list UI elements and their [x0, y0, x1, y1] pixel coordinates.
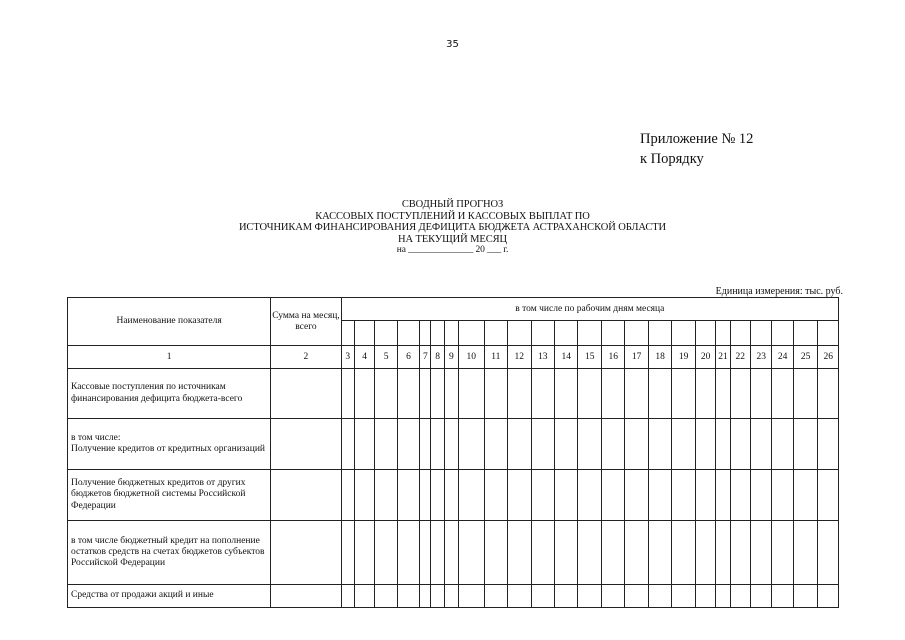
- column-number: 26: [818, 346, 839, 369]
- value-cell: [397, 369, 419, 419]
- page-number: 35: [446, 39, 459, 50]
- column-number: 1: [68, 346, 271, 369]
- value-cell: [772, 419, 793, 470]
- column-number: 24: [772, 346, 793, 369]
- unit-label: Единица измерения: тыс. руб.: [715, 286, 843, 297]
- value-cell: [375, 369, 397, 419]
- value-cell: [716, 585, 730, 608]
- value-cell: [459, 585, 485, 608]
- value-cell: [578, 369, 601, 419]
- column-number: 15: [578, 346, 601, 369]
- value-cell: [578, 470, 601, 521]
- day-subheader-cell: [772, 321, 793, 346]
- column-number: 7: [420, 346, 431, 369]
- value-cell: [459, 369, 485, 419]
- value-cell: [625, 585, 648, 608]
- header-monthly-total: Сумма на месяц, всего: [271, 298, 341, 346]
- value-cell: [420, 521, 431, 585]
- value-cell: [484, 585, 507, 608]
- value-cell: [793, 419, 818, 470]
- column-number: 9: [444, 346, 458, 369]
- value-cell: [730, 470, 750, 521]
- table-row: [68, 470, 839, 521]
- value-cell: [601, 470, 624, 521]
- value-cell: [672, 521, 695, 585]
- value-cell: [531, 419, 554, 470]
- value-cell: [484, 369, 507, 419]
- day-subheader-cell: [354, 321, 374, 346]
- value-cell: [772, 585, 793, 608]
- value-cell: [554, 369, 577, 419]
- value-cell: [601, 369, 624, 419]
- value-cell: [625, 521, 648, 585]
- value-cell: [751, 369, 772, 419]
- value-cell: [444, 369, 458, 419]
- day-subheader-cell: [793, 321, 818, 346]
- value-cell: [375, 470, 397, 521]
- value-cell: [818, 419, 839, 470]
- value-cell: [578, 521, 601, 585]
- value-cell: [531, 369, 554, 419]
- column-number: 2: [271, 346, 341, 369]
- value-cell: [397, 585, 419, 608]
- value-cell: [484, 470, 507, 521]
- value-cell: [601, 585, 624, 608]
- value-cell: [672, 470, 695, 521]
- value-cell: [672, 585, 695, 608]
- value-cell: [818, 470, 839, 521]
- value-cell: [341, 585, 354, 608]
- value-cell: [484, 419, 507, 470]
- value-cell: [625, 470, 648, 521]
- value-cell: [648, 369, 671, 419]
- value-cell: [648, 470, 671, 521]
- value-cell: [751, 419, 772, 470]
- value-cell: [531, 521, 554, 585]
- day-subheader-cell: [444, 321, 458, 346]
- title-line-5: на ______________ 20 ___ г.: [396, 245, 509, 255]
- value-cell: [695, 585, 715, 608]
- value-cell: [730, 419, 750, 470]
- value-cell: [554, 470, 577, 521]
- value-cell: [716, 470, 730, 521]
- value-cell: [772, 521, 793, 585]
- value-cell: [793, 470, 818, 521]
- value-cell: [431, 470, 444, 521]
- value-cell: [375, 585, 397, 608]
- forecast-table: [67, 297, 839, 608]
- appendix-line-2: к Порядку: [640, 151, 704, 167]
- value-cell: [751, 585, 772, 608]
- value-cell: [459, 470, 485, 521]
- value-cell: [818, 369, 839, 419]
- value-cell: [648, 521, 671, 585]
- value-cell: [397, 470, 419, 521]
- day-subheader-cell: [484, 321, 507, 346]
- day-subheader-cell: [459, 321, 485, 346]
- value-cell: [271, 470, 341, 521]
- value-cell: [354, 470, 374, 521]
- day-subheader-cell: [818, 321, 839, 346]
- value-cell: [444, 521, 458, 585]
- value-cell: [397, 419, 419, 470]
- value-cell: [431, 419, 444, 470]
- value-cell: [793, 521, 818, 585]
- column-number: 3: [341, 346, 354, 369]
- value-cell: [341, 470, 354, 521]
- table-row: [68, 585, 839, 608]
- column-number: 23: [751, 346, 772, 369]
- value-cell: [695, 521, 715, 585]
- day-subheader-cell: [341, 321, 354, 346]
- value-cell: [444, 585, 458, 608]
- title-line-1: СВОДНЫЙ ПРОГНОЗ: [401, 199, 504, 210]
- day-subheader-cell: [751, 321, 772, 346]
- value-cell: [354, 369, 374, 419]
- column-number: 8: [431, 346, 444, 369]
- value-cell: [375, 521, 397, 585]
- value-cell: [508, 585, 531, 608]
- header-working-days: в том числе по рабочим дням месяца: [341, 298, 838, 321]
- value-cell: [625, 369, 648, 419]
- value-cell: [271, 419, 341, 470]
- value-cell: [793, 369, 818, 419]
- value-cell: [508, 419, 531, 470]
- column-number: 6: [397, 346, 419, 369]
- day-subheader-cell: [531, 321, 554, 346]
- column-number: 18: [648, 346, 671, 369]
- column-number: 10: [459, 346, 485, 369]
- value-cell: [793, 585, 818, 608]
- value-cell: [431, 521, 444, 585]
- day-subheader-cell: [716, 321, 730, 346]
- column-number: 22: [730, 346, 750, 369]
- day-subheader-cell: [397, 321, 419, 346]
- value-cell: [554, 521, 577, 585]
- value-cell: [459, 419, 485, 470]
- row-label: Кассовые поступления по источникам финансирования дефицита бюджета-всего: [68, 369, 271, 419]
- title-line-4: НА ТЕКУЩИЙ МЕСЯЦ: [398, 233, 507, 245]
- title-line-3: ИСТОЧНИКАМ ФИНАНСИРОВАНИЯ ДЕФИЦИТА БЮДЖЕТА АСТРАХАНСКОЙ ОБЛАСТИ: [238, 222, 667, 233]
- day-subheader-cell: [375, 321, 397, 346]
- value-cell: [271, 521, 341, 585]
- value-cell: [695, 369, 715, 419]
- value-cell: [341, 521, 354, 585]
- document-title: [0, 199, 905, 257]
- day-subheader-cell: [431, 321, 444, 346]
- value-cell: [354, 419, 374, 470]
- value-cell: [531, 470, 554, 521]
- value-cell: [420, 585, 431, 608]
- column-number: 20: [695, 346, 715, 369]
- value-cell: [444, 470, 458, 521]
- value-cell: [578, 585, 601, 608]
- value-cell: [341, 369, 354, 419]
- value-cell: [601, 521, 624, 585]
- column-number: 13: [531, 346, 554, 369]
- value-cell: [444, 419, 458, 470]
- appendix-note: [640, 129, 753, 169]
- value-cell: [354, 521, 374, 585]
- value-cell: [578, 419, 601, 470]
- value-cell: [341, 419, 354, 470]
- value-cell: [508, 470, 531, 521]
- column-number: 17: [625, 346, 648, 369]
- value-cell: [531, 585, 554, 608]
- value-cell: [648, 585, 671, 608]
- value-cell: [751, 521, 772, 585]
- value-cell: [601, 419, 624, 470]
- row-label: в том числе бюджетный кредит на пополнение остатков средств на счетах бюджетов субъектов Российской Федерации: [68, 521, 271, 585]
- day-subheader-cell: [601, 321, 624, 346]
- value-cell: [431, 585, 444, 608]
- column-number: 11: [484, 346, 507, 369]
- value-cell: [420, 419, 431, 470]
- value-cell: [554, 585, 577, 608]
- value-cell: [648, 419, 671, 470]
- value-cell: [420, 470, 431, 521]
- day-subheader-cell: [578, 321, 601, 346]
- day-subheader-cell: [554, 321, 577, 346]
- row-label: в том числе: Получение кредитов от кредитных организаций: [68, 419, 271, 470]
- day-subheader-cell: [508, 321, 531, 346]
- value-cell: [420, 369, 431, 419]
- day-subheader-cell: [420, 321, 431, 346]
- value-cell: [431, 369, 444, 419]
- value-cell: [271, 585, 341, 608]
- column-number: 14: [554, 346, 577, 369]
- column-number: 19: [672, 346, 695, 369]
- value-cell: [716, 369, 730, 419]
- value-cell: [375, 419, 397, 470]
- column-number: 21: [716, 346, 730, 369]
- value-cell: [818, 521, 839, 585]
- value-cell: [716, 419, 730, 470]
- column-number: 16: [601, 346, 624, 369]
- column-number: 12: [508, 346, 531, 369]
- day-subheader-cell: [730, 321, 750, 346]
- title-line-2: КАССОВЫХ ПОСТУПЛЕНИЙ И КАССОВЫХ ВЫПЛАТ ПО: [315, 210, 590, 222]
- table-row: [68, 369, 839, 419]
- day-subheader-cell: [672, 321, 695, 346]
- value-cell: [695, 419, 715, 470]
- column-number: 25: [793, 346, 818, 369]
- column-number: 5: [375, 346, 397, 369]
- column-number: 4: [354, 346, 374, 369]
- value-cell: [397, 521, 419, 585]
- value-cell: [459, 521, 485, 585]
- value-cell: [751, 470, 772, 521]
- day-subheader-cell: [695, 321, 715, 346]
- value-cell: [672, 369, 695, 419]
- value-cell: [625, 419, 648, 470]
- value-cell: [772, 470, 793, 521]
- value-cell: [730, 521, 750, 585]
- value-cell: [672, 419, 695, 470]
- row-label: Получение бюджетных кредитов от других бюджетов бюджетной системы Российской Федерации: [68, 470, 271, 521]
- row-label: Средства от продажи акций и иные: [68, 585, 271, 608]
- value-cell: [730, 369, 750, 419]
- day-subheader-cell: [625, 321, 648, 346]
- appendix-line-1: Приложение № 12: [640, 131, 754, 147]
- value-cell: [772, 369, 793, 419]
- value-cell: [508, 521, 531, 585]
- table-row: [68, 419, 839, 470]
- value-cell: [818, 585, 839, 608]
- value-cell: [554, 419, 577, 470]
- value-cell: [508, 369, 531, 419]
- day-subheader-cell: [648, 321, 671, 346]
- value-cell: [695, 470, 715, 521]
- table-row: [68, 521, 839, 585]
- value-cell: [730, 585, 750, 608]
- header-indicator-name: Наименование показателя: [68, 298, 271, 346]
- value-cell: [716, 521, 730, 585]
- value-cell: [484, 521, 507, 585]
- value-cell: [354, 585, 374, 608]
- value-cell: [271, 369, 341, 419]
